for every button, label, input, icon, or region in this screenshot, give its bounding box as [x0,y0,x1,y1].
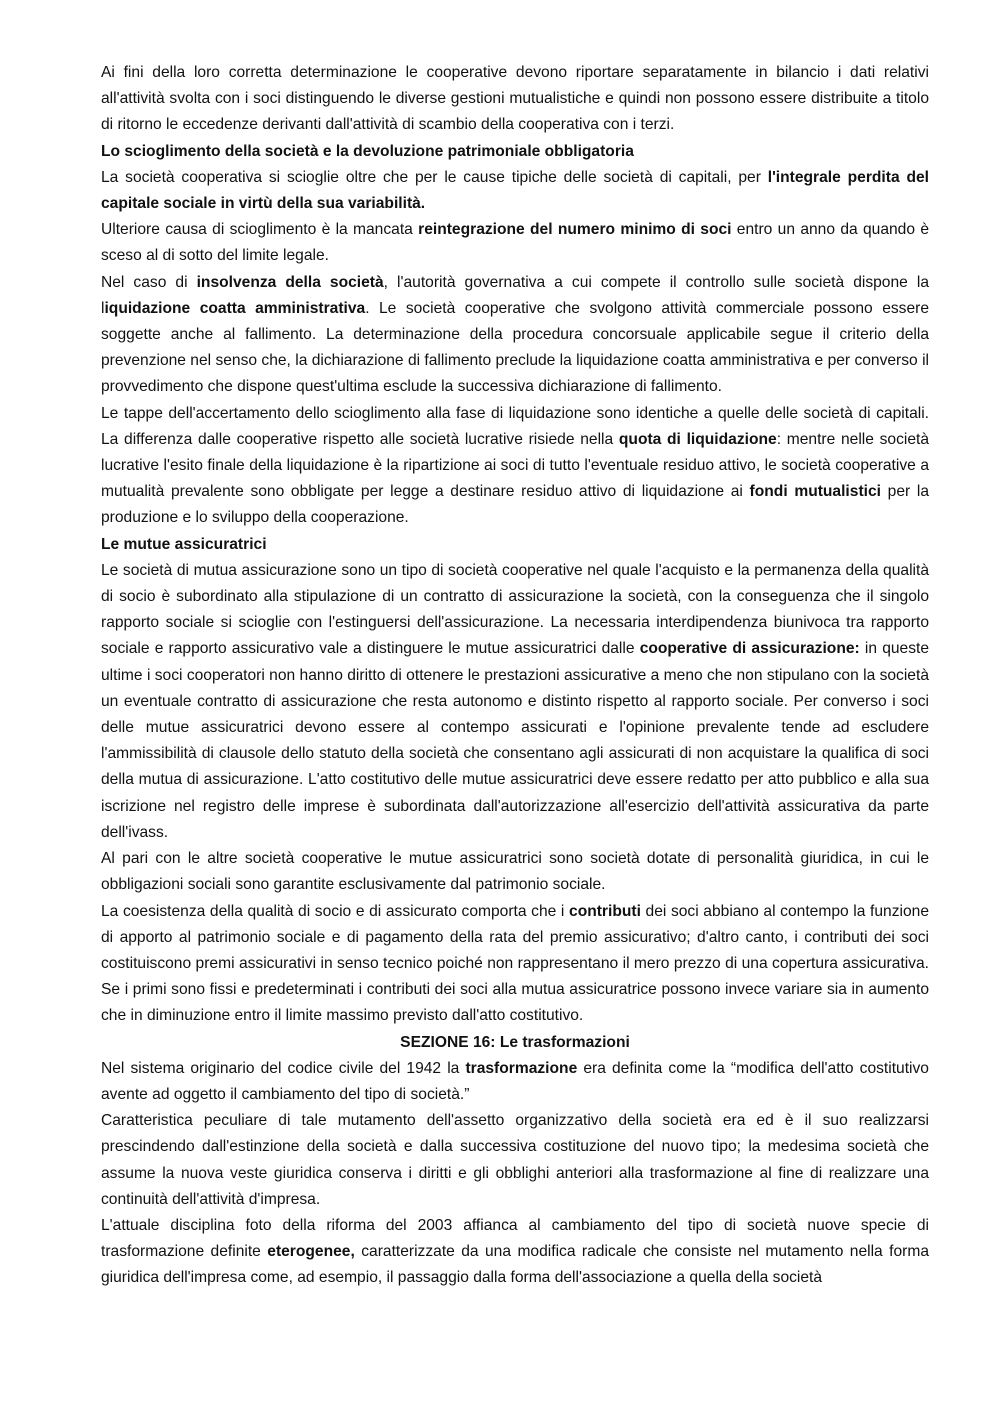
paragraph-caratteristica: Caratteristica peculiare di tale mutamento dell'assetto organizzativo della società era ed è il suo realizzarsi prescindendo dall'estinzione della società e dalla successiva costituzione del nuovo tipo; la medesima società che assume la nuova veste giuridica conserva i diritti e gli obblighi anteriori alla trasformazione al fine di realizzare una continuità dell'attività d'impresa. [101,1112,929,1208]
section-heading-trasformazioni: SEZIONE 16: Le trasformazioni [400,1033,630,1051]
paragraph-liquidazione: Le tappe dell'accertamento dello scioglimento alla fase di liquidazione sono identiche a quelle delle società di capitali. La differenza dalle cooperative rispetto alle società lucrative risiede nella quota di liquidazione: mentre nelle società lucrative l'esito finale della liquidazione è la ripartizione ai soci di tutto l'eventuale residuo attivo, le società cooperative a mutualità prevalente sono obbligate per legge a destinare residuo attivo di liquidazione ai fondi mutualistici per la produzione e lo sviluppo della cooperazione. [101,404,930,527]
paragraph-trasformazione-definizione: Nel sistema originario del codice civile del 1942 la trasformazione era definita come la “modifica dell'atto costitutivo avente ad oggetto il cambiamento del tipo di società.” [101,1059,929,1103]
paragraph-cause-scioglimento: La società cooperativa si scioglie oltre che per le cause tipiche delle società di capitali, per l'integrale perdita del capitale sociale in virtù della sua variabilità. [101,168,929,213]
heading-mutue-assicuratrici: Le mutue assicuratrici [101,535,267,553]
paragraph-contributi: La coesistenza della qualità di socio e di assicurato comporta che i contributi dei soci abbiano al contempo la funzione di apporto al patrimonio sociale e di pagamento della rata del premio assicurativo; d'altro canto, i contributi dei soci costituiscono premi assicurativi in senso tecnico poiché non rappresentano il mero prezzo di una copertura assicurativa. Se i primi sono fissi e predeterminati i contributi dei soci alla mutua assicuratrice possono invece variare sia in aumento che in diminuzione entro il limite massimo previsto dall'atto costitutivo. [101,902,929,1025]
paragraph-reintegrazione: Ulteriore causa di scioglimento è la mancata reintegrazione del numero minimo di soci entro un anno da quando è sceso al di sotto del limite legale. [101,221,929,265]
paragraph-utili-cooperative: Ai fini della loro corretta determinazione le cooperative devono riportare separatamente in bilancio i dati relativi all'attività svolta con i soci distinguendo le diverse gestioni mutualistiche e quindi non possono essere distribuite a titolo di ritorno le eccedenze derivanti dall'attività di scambio della cooperativa con i terzi. [101,64,929,134]
paragraph-riforma-2003: L'attuale disciplina foto della riforma del 2003 affianca al cambiamento del tipo di società nuove specie di trasformazione definite eterogenee, caratterizzate da una modifica radicale che consiste nel mutamento nella forma giuridica dell'impresa come, ad esempio, il passaggio dalla forma dell'associazione a quella della società [101,1216,930,1287]
paragraph-insolvenza: Nel caso di insolvenza della società, l'autorità governativa a cui compete il controllo sulle società dispone la liquidazione coatta amministrativa. Le società cooperative che svolgono attività commerciale possono essere soggette anche al fallimento. La determinazione della procedura concorsuale applicabile segue il criterio della prevenzione nel senso che, la dichiarazione di fallimento preclude la liquidazione coatta amministrativa e per converso il provvedimento che dispone quest'ultima esclude la successiva dichiarazione di fallimento. [101,273,929,396]
paragraph-mutua-assicurazione: Le società di mutua assicurazione sono un tipo di società cooperative nel quale l'acquisto e la permanenza della qualità di socio è subordinato alla stipulazione di un contratto di assicurazione la società, con la conseguenza che il singolo rapporto sociale si scioglie con l'estinguersi dell'assicurazione. La necessaria interdipendenza biunivoca tra rapporto sociale e rapporto assicurativo vale a distinguere le mutue assicuratrici dalle cooperative di assicurazione: in queste ultime i soci cooperatori non hanno diritto di ottenere le prestazioni assicurative a meno che non stipulano con la società un eventuale contratto di assicurazione che resta autonomo e distinto rispetto al rapporto sociale. Per converso i soci delle mutue assicuratrici devono essere al contempo assicurati e l'opinione prevalente tende ad escludere l'ammissibilità di clausole dello statuto della società che consentano agli assicurati di non acquistare la qualifica di soci della mutua di assicurazione. L'atto costitutivo delle mutue assicuratrici deve essere redatto per atto pubblico e alla sua iscrizione nel registro delle imprese è subordinata dall'autorizzazione all'esercizio dell'attività assicurativa da parte dell'ivass. [101,561,930,841]
heading-scioglimento: Lo scioglimento della società e la devoluzione patrimoniale obbligatoria [101,142,634,160]
document-page [101,60,929,1292]
paragraph-personalita-giuridica: Al pari con le altre società cooperative le mutue assicuratrici sono società dotate di personalità giuridica, in cui le obbligazioni sociali sono garantite esclusivamente dal patrimonio sociale. [101,850,929,894]
